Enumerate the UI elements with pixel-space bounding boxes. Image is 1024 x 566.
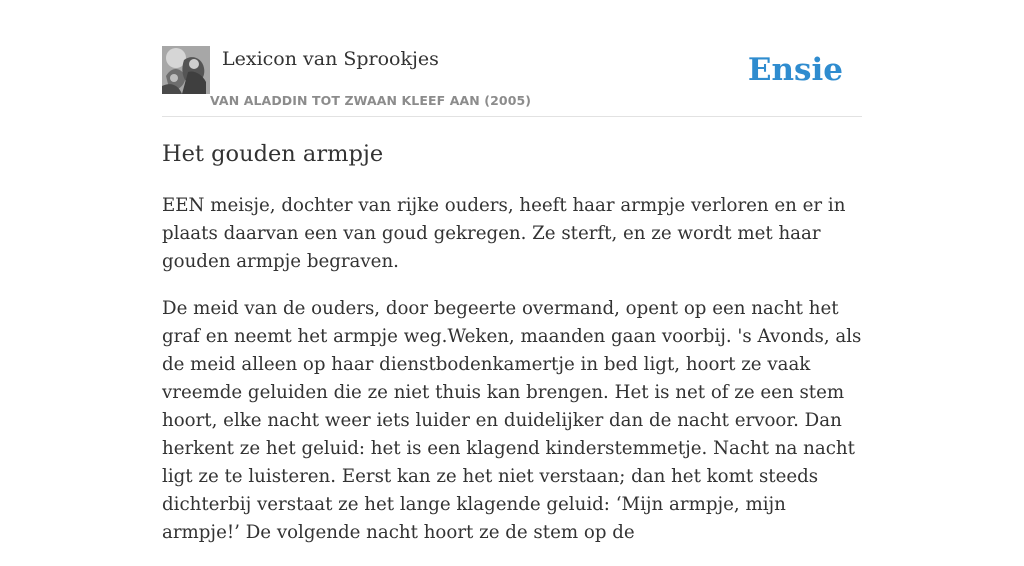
article-body [162,192,865,566]
book-title-link[interactable]: Lexicon van Sprookjes [222,48,439,70]
ensie-logo-link[interactable]: Ensie [747,52,843,88]
article-paragraph: EEN meisje, dochter van rijke ouders, heeft haar armpje verloren en er in plaats daarvan een van goud gekregen. Ze sterft, en ze wordt met haar gouden armpje begraven. [162,195,846,272]
book-subtitle: VAN ALADDIN TOT ZWAAN KLEEF AAN (2005) [210,93,532,108]
book-cover-avatar[interactable] [162,46,210,94]
book-header [162,46,862,117]
book-cover-illustration-icon [162,46,210,94]
article-title: Het gouden armpje [162,141,384,167]
article-paragraph: De meid van de ouders, door begeerte overmand, opent op een nacht het graf en neemt het armpje weg.Weken, maanden gaan voorbij. 's Avonds, als de meid alleen op haar dienstbodenkamertje in bed ligt, hoort ze vaak vreemde geluiden die ze niet thuis kan brengen. Het is net of ze een stem hoort, elke nacht weer iets luider en duidelijker dan de nacht ervoor. Dan herkent ze het geluid: het is een klagend kinderstemmetje. Nacht na nacht ligt ze te luisteren. Eerst kan ze het niet verstaan; dan het komt steeds dichterbij verstaat ze het lange klagende geluid: ‘Mijn armpje, mijn armpje!’ De volgende nacht hoort ze de stem op de [162,298,862,543]
